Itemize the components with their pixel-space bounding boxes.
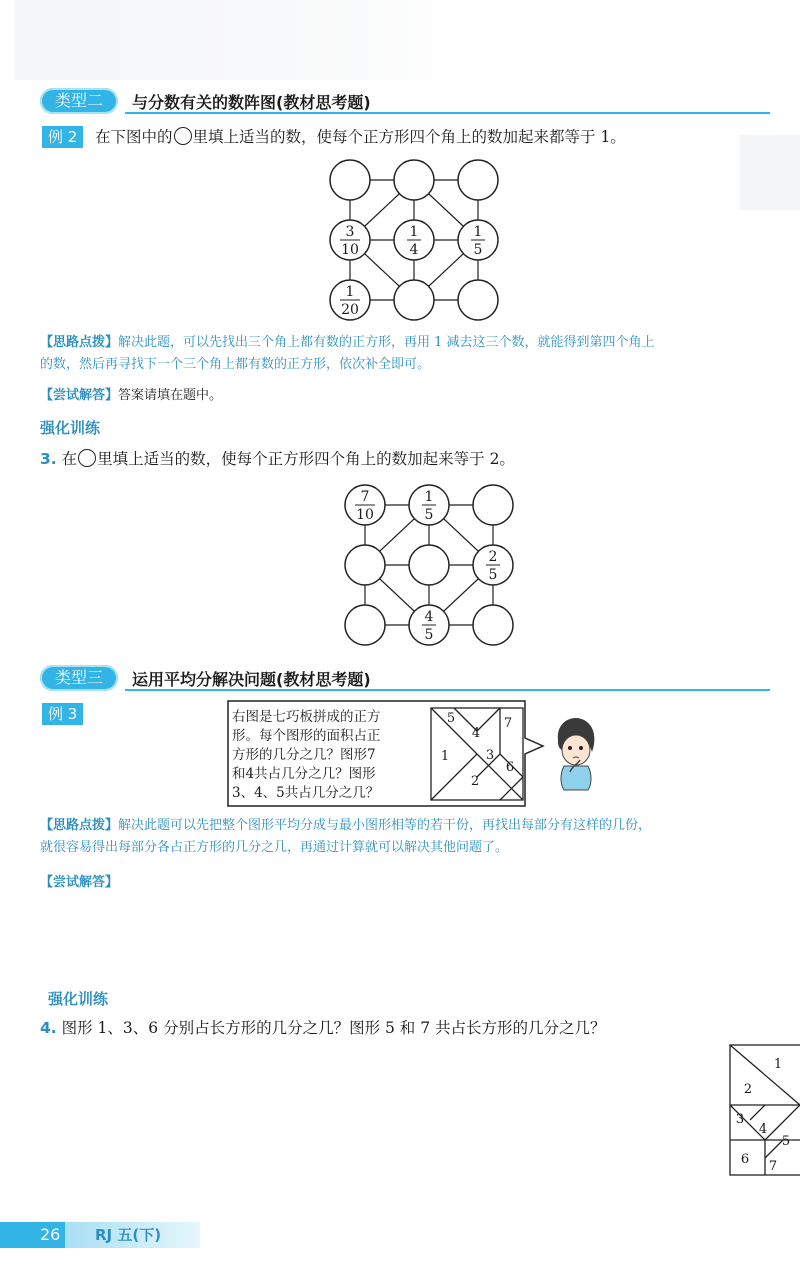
fraction-numerator: 2 [488,549,498,565]
hint-label: 【思路点拨】 [40,335,119,350]
hint-line2: 就很容易得出每部分各占正方形的几分之几，再通过计算就可以解决其他问题了。 [40,840,509,855]
grid-circle-r1c1[interactable] [330,160,370,200]
fraction-numerator: 4 [424,609,434,625]
grid-circle-r3c2[interactable] [394,280,434,320]
rect-label: 4 [758,1122,768,1137]
bubble-line: 形。每个图形的面积占正 [232,728,381,744]
answer-label: 【尝试解答】 [40,875,119,890]
grid-circle-r3c3[interactable] [473,605,513,645]
fraction-denominator: 5 [424,507,434,523]
section-rule-type3 [125,689,770,691]
fraction-denominator: 5 [424,627,434,643]
section-rule-type2 [125,112,770,114]
fraction-denominator: 5 [473,242,483,258]
fraction-denominator: 5 [488,567,498,583]
training1-question [40,448,780,470]
rect-label: 5 [781,1134,791,1149]
grid-circle-r1c2[interactable] [394,160,434,200]
tangram-label: 4 [471,726,481,741]
training1-question-part1: 在 [61,450,78,468]
question-number: 4. [40,1019,57,1037]
answer-text: 答案请填在题中。 [118,388,223,403]
example-tag-3: 例 3 [42,703,83,725]
fraction-numerator: 1 [424,489,434,505]
grid-circle-r2c2[interactable] [409,545,449,585]
girl-thinking-icon [550,712,600,792]
training-heading-2: 强化训练 [48,990,109,1008]
tangram-label: 3 [485,748,495,763]
rect-label: 7 [768,1159,778,1174]
fraction-denominator: 4 [409,242,419,258]
example-tag-2: 例 2 [42,126,83,148]
example2-question-part1: 在下图中的 [95,128,173,146]
fraction-numerator: 3 [345,224,355,240]
tangram-label: 5 [446,711,456,726]
grade-label: RJ 五(下) [95,1226,162,1244]
tangram-rectangle [728,1043,800,1178]
tangram-label: 1 [440,749,450,764]
hint-line1: 解决此题，可以先找出三个角上都有数的正方形，再用 1 减去这三个数，就能得到第四个角上 [118,335,655,350]
section-title-type2: 与分数有关的数阵图(教材思考题) [132,93,371,112]
section-badge-type2: 类型二 [40,88,118,114]
hint-label: 【思路点拨】 [40,818,119,833]
question-number: 3. [40,450,57,468]
hint-line2: 的数，然后再寻找下一个三个角上都有数的正方形，依次补全即可。 [40,357,431,372]
rect-label: 6 [740,1152,750,1167]
bubble-line: 3、4、5共占几分之几？ [232,785,380,801]
rect-label: 1 [773,1057,783,1072]
fraction-numerator: 1 [473,224,483,240]
fraction-denominator: 10 [341,242,359,258]
grid-circle-r3c1[interactable] [345,605,385,645]
answer-space[interactable] [40,898,760,978]
fraction-numerator: 1 [409,224,419,240]
grid-circle-r3c3[interactable] [458,280,498,320]
page-number: 26 [40,1225,61,1244]
fraction-denominator: 10 [356,507,374,523]
grid-circle-r1c3[interactable] [473,485,513,525]
grid-circle-r2c1[interactable] [345,545,385,585]
example2-question-part2: 里填上适当的数，使每个正方形四个角上的数加起来都等于 1。 [192,128,626,146]
fraction-numerator: 1 [345,284,355,300]
section-badge-type3: 类型三 [40,665,118,691]
training2-question-text: 图形 1、3、6 分别占长方形的几分之几？图形 5 和 7 共占长方形的几分之几？ [61,1019,606,1037]
blank-circle-icon [174,127,192,145]
grid-circle-r1c3[interactable] [458,160,498,200]
tangram-label: 2 [470,774,480,789]
example2-question [95,126,785,148]
section-title-type3: 运用平均分解决问题(教材思考题) [132,670,371,689]
example3-bubble-text [232,708,427,803]
tangram-label: 6 [505,760,515,775]
training1-question-part2: 里填上适当的数，使每个正方形四个角上的数加起来等于 2。 [97,450,515,468]
fraction-numerator: 7 [360,489,370,505]
hint-line1: 解决此题可以先把整个图形平均分成与最小图形相等的若干份，再找出每部分有这样的几份， [118,818,652,833]
tangram-label: 7 [503,716,513,731]
fraction-denominator: 20 [341,302,359,318]
example2-answer [40,385,222,407]
answer-label: 【尝试解答】 [40,388,119,403]
training2-question [40,1017,780,1039]
example2-hint [40,332,795,376]
training1-number-grid [335,475,525,655]
example3-answer [40,872,118,894]
bubble-line: 和4共占几分之几？图形 [232,766,376,782]
rect-label: 3 [735,1112,745,1127]
training-heading-1: 强化训练 [40,419,101,437]
tangram-square [430,707,525,802]
rect-label: 2 [743,1082,753,1097]
faded-header-band [15,0,485,80]
example3-hint [40,815,795,859]
blank-circle-icon [78,449,96,467]
bubble-line: 右图是七巧板拼成的正方 [232,709,381,725]
bubble-line: 方形的几分之几？图形7 [232,747,376,763]
example2-number-grid [320,150,510,330]
